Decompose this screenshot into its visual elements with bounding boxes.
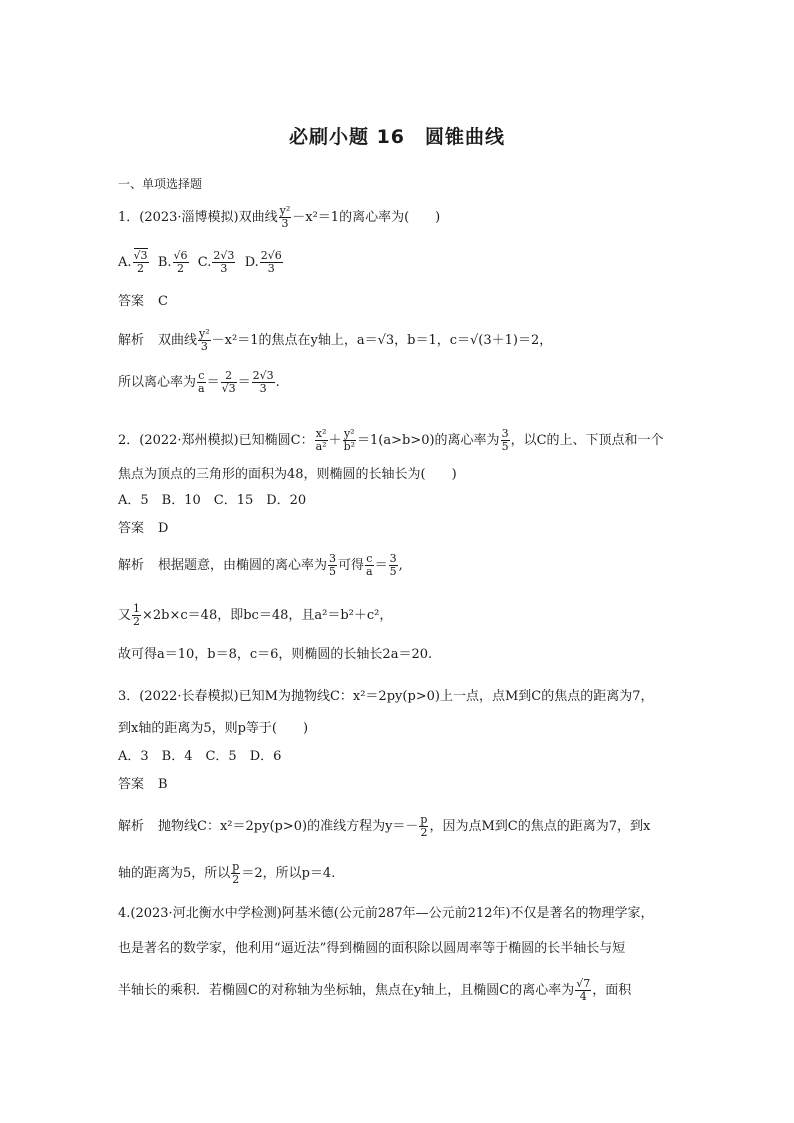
q2-answer	[118, 521, 168, 537]
q2-stem-a: 2．(2022·郑州模拟)已知椭圆C：	[118, 433, 314, 448]
q1-options: A. $\frac{√3}{2}$ B. $\frac{√6}{2}$ C. $\frac{2√3}{3}$ D. $\frac{2√6}{3}$	[118, 249, 282, 275]
q2-solution-line2: 又 $\frac{1}{2}$ ×2b×c＝48，即bc＝48，且a²＝b²＋c²，	[118, 602, 393, 628]
q1-answer	[118, 294, 168, 310]
q1-stem-b: －x²＝1的离心率为( )	[292, 210, 441, 225]
q3-sol2-a: 轴的距离为5，所以	[118, 866, 231, 881]
answer-label: 答案	[118, 521, 145, 536]
q4-line2: 也是著名的数学家，他利用“逼近法”得到椭圆的面积除以圆周率等于椭圆的长半轴长与短	[118, 941, 626, 956]
q3-sol1-a: 抛物线C：x²＝2py(p>0)的准线方程为y＝－	[158, 819, 419, 834]
q4-line3-b: ，面积	[592, 983, 632, 998]
q2-options: A．5 B．10 C．15 D．20	[118, 493, 307, 508]
fraction: $\frac{\text{y²}}{3}$	[279, 204, 291, 230]
q4-line3-a: 半轴长的乘积．若椭圆C的对称轴为坐标轴，焦点在y轴上，且椭圆C的离心率为	[118, 983, 575, 998]
analysis-label: 解析	[118, 819, 145, 834]
analysis-label: 解析	[118, 558, 145, 573]
q1-option-d: D.	[244, 255, 259, 270]
q3-sol2-b: ＝2，所以p＝4.	[241, 866, 336, 881]
q3-stem-line2: 到x轴的距离为5，则p等于( )	[118, 721, 309, 736]
q2-sol2-b: ×2b×c＝48，即bc＝48，且a²＝b²＋c²，	[142, 608, 393, 623]
q4-line1: 4.(2023·河北衡水中学检测)阿基米德(公元前287年—公元前212年)不仅是著名的物理学家，	[118, 906, 654, 921]
q2-sol1-a: 根据题意，由椭圆的离心率为	[158, 558, 328, 573]
q2-solution-line1: 解析 根据题意，由椭圆的离心率为 $\frac{3}{5}$ 可得 $\frac{c}{a}$ ＝ $\frac{3}{5}$ ,	[118, 552, 403, 578]
analysis-label: 解析	[118, 333, 145, 348]
q1-option-a: A.	[118, 255, 132, 270]
q1-solution-line2: 所以离心率为 $\frac{c}{a}$ ＝ $\frac{2}{√3}$ ＝ $\frac{2√3}{3}$ .	[118, 369, 280, 395]
q3-solution-line2: 轴的距离为5，所以 $\frac{p}{2}$ ＝2，所以p＝4.	[118, 860, 336, 886]
q3-sol1-b: ，因为点M到C的焦点的距离为7，到x	[429, 819, 651, 834]
q2-answer-value: D	[158, 521, 169, 536]
q3-answer-value: B	[158, 777, 168, 792]
q1-solution-line1: 解析 双曲线 $\frac{\text{y²}}{3}$ －x²＝1的焦点在y轴上，a＝√3，b＝1，c＝√(3＋1)＝2，	[118, 327, 553, 353]
answer-label: 答案	[118, 777, 145, 792]
q1-sol-text-b: －x²＝1的焦点在y轴上，a＝√3，b＝1，c＝√(3＋1)＝2，	[211, 333, 553, 348]
q2-stem-b: ＝1(a>b>0)的离心率为	[357, 433, 500, 448]
q1-option-c: C.	[197, 255, 212, 270]
q2-sol2-a: 又	[118, 608, 132, 623]
answer-label: 答案	[118, 294, 145, 309]
q2-stem-c: ，以C的上、下顶点和一个	[510, 433, 664, 448]
q1-option-b: B.	[157, 255, 172, 270]
q1-answer-value: C	[158, 294, 168, 309]
q2-stem-line1: 2．(2022·郑州模拟)已知椭圆C： $\frac{\text{x²}}{\text{a²}}$ ＋ $\frac{\text{y²}}{\text{b²}}$ ＝1(a>b>0)的离心率为 $\frac{3}{5}$ ，以C的上、下顶点和一个	[118, 427, 664, 453]
q3-solution-line1: 解析 抛物线C：x²＝2py(p>0)的准线方程为y＝－ $\frac{p}{2}$ ，因为点M到C的焦点的距离为7，到x	[118, 813, 651, 839]
q2-sol1-b: 可得	[338, 558, 365, 573]
q3-stem-line1: 3．(2022·长春模拟)已知M为抛物线C：x²＝2py(p>0)上一点，点M到C的焦点的距离为7，	[118, 689, 654, 704]
q2-solution-line3: 故可得a＝10，b＝8，c＝6，则椭圆的长轴长2a＝20.	[118, 647, 433, 662]
page-title: 必刷小题 16 圆锥曲线	[288, 126, 506, 148]
q1-sol2-text: 所以离心率为	[118, 375, 197, 390]
q2-stem-line2: 焦点为顶点的三角形的面积为48，则椭圆的长轴长为( )	[118, 467, 457, 482]
q1-stem	[118, 205, 440, 230]
section-heading: 一、单项选择题	[118, 177, 203, 191]
q3-answer	[118, 777, 168, 793]
q1-stem-a: 1．(2023·淄博模拟)双曲线	[118, 210, 278, 225]
q1-sol-text: 双曲线	[158, 333, 198, 348]
q3-options: A．3 B．4 C．5 D．6	[118, 749, 282, 764]
q4-line3: 半轴长的乘积．若椭圆C的对称轴为坐标轴，焦点在y轴上，且椭圆C的离心率为 $\frac{√7}{4}$ ，面积	[118, 977, 632, 1003]
